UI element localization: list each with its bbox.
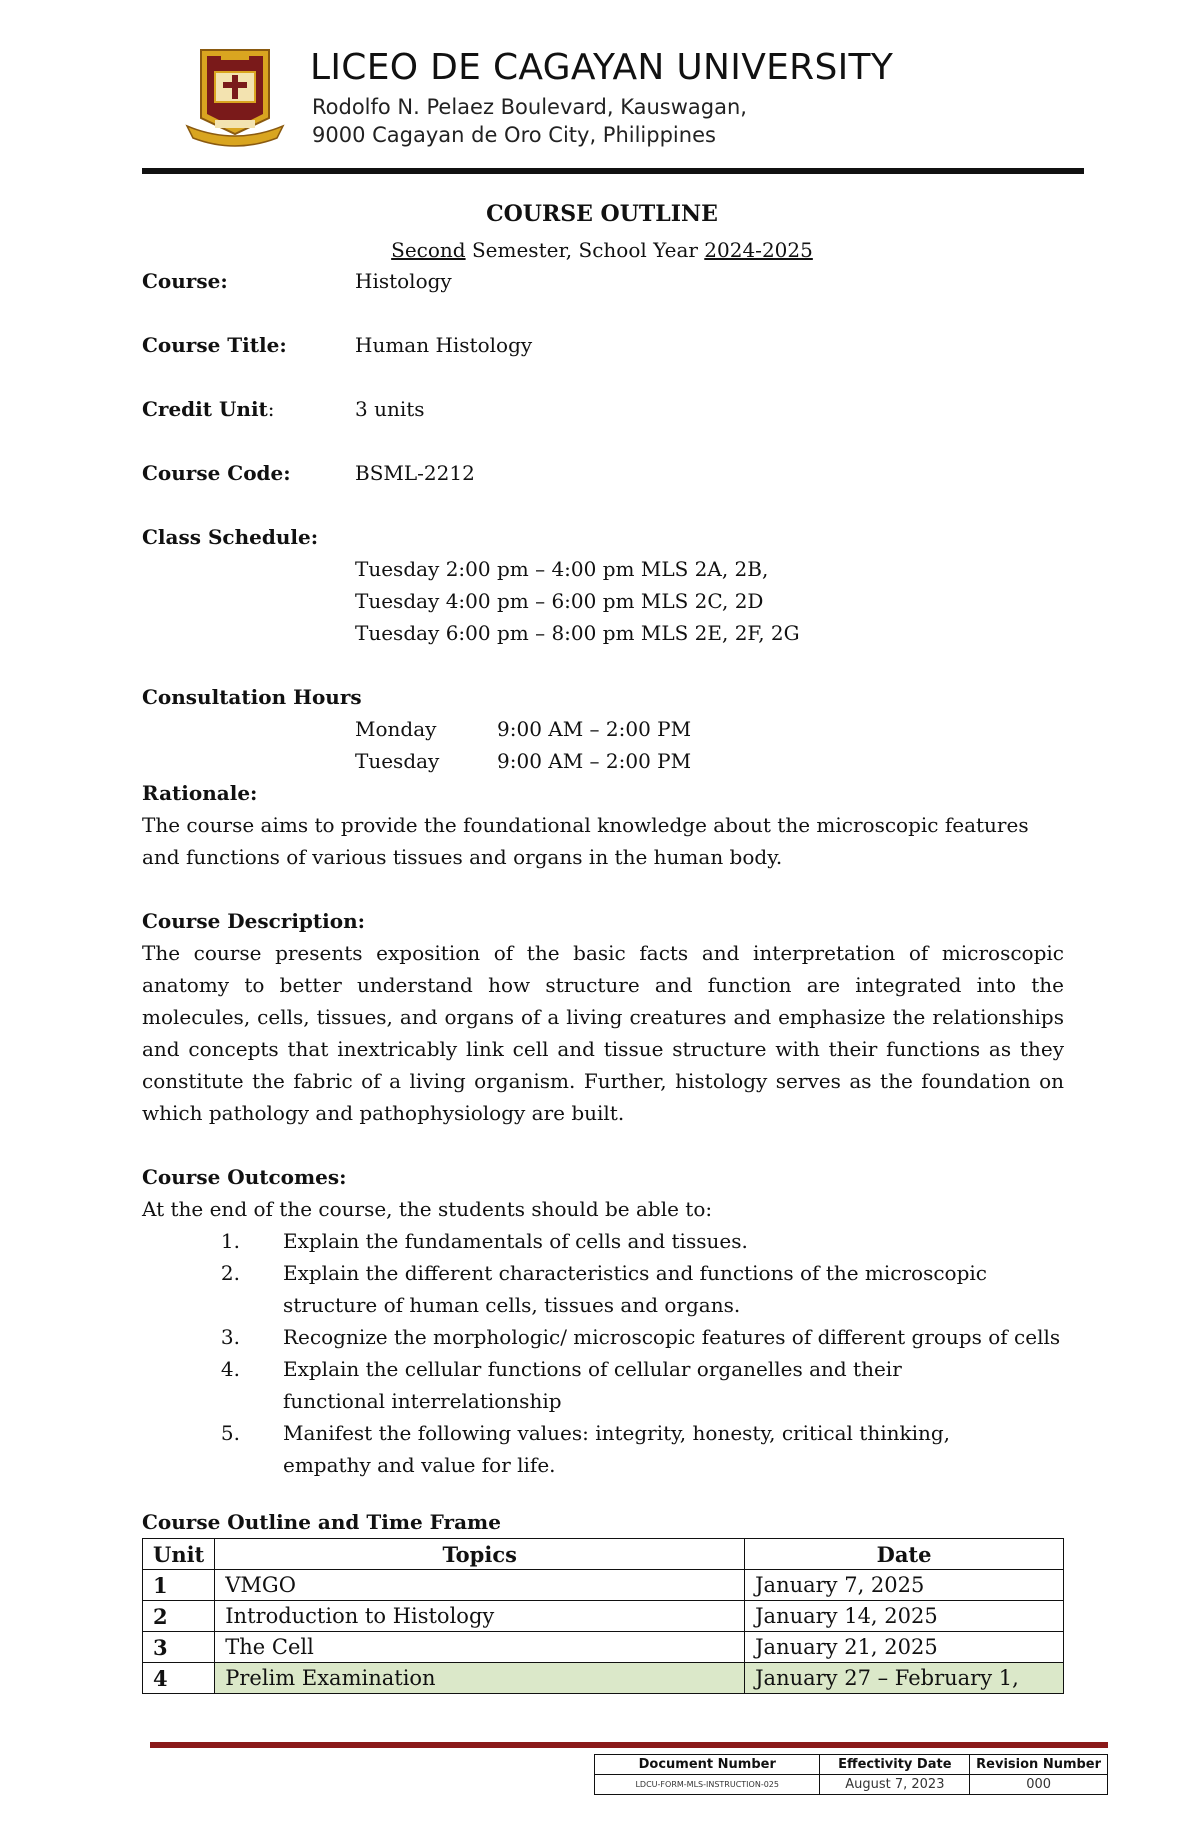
consultation-time: 9:00 AM – 2:00 PM	[497, 717, 692, 741]
document-control-table	[594, 1754, 1108, 1795]
footer-value-row	[595, 1775, 1108, 1795]
table-row	[143, 1632, 1064, 1663]
unit-cell: 1	[143, 1570, 215, 1601]
course-outcomes-label: Course Outcomes:	[142, 1165, 347, 1189]
schedule-row: Tuesday 6:00 pm – 8:00 pm MLS 2E, 2F, 2G	[355, 621, 800, 645]
topic-cell: Introduction to Histology	[215, 1601, 745, 1632]
effectivity-date-header: Effectivity Date	[820, 1755, 970, 1775]
header-divider	[142, 168, 1084, 174]
outcome-number: 5.	[220, 1421, 240, 1445]
topic-cell: Prelim Examination	[215, 1663, 745, 1694]
table-row	[143, 1601, 1064, 1632]
document-number-header: Document Number	[595, 1755, 820, 1775]
header-topics: Topics	[215, 1539, 745, 1570]
topic-cell: The Cell	[215, 1632, 745, 1663]
table-header-row	[143, 1539, 1064, 1570]
outcome-number: 1.	[220, 1229, 240, 1253]
header-unit: Unit	[143, 1539, 215, 1570]
topic-cell: VMGO	[215, 1570, 745, 1601]
unit-cell: 4	[143, 1663, 215, 1694]
course-label: Course:	[142, 269, 228, 293]
course-title-label: Course Title:	[142, 333, 287, 357]
course-code-label: Course Code:	[142, 461, 291, 485]
course-description-text: The course presents exposition of the basic facts and interpretation of microscopic anatomy to better understand how structure and function are integrated into the molecules, cells, tissues, and organs of a living creatures and emphasize the relationships and concepts that inextricably link cell and tissue structure with their functions as they constitute the fabric of a living organism. Further, histology serves as the foundation on which pathology and pathophysiology are built.	[142, 941, 1064, 1125]
course-description-label: Course Description:	[142, 909, 366, 933]
revision-number-value: 000	[970, 1775, 1108, 1795]
schedule-row: Tuesday 2:00 pm – 4:00 pm MLS 2A, 2B,	[355, 557, 769, 581]
revision-number-header: Revision Number	[970, 1755, 1108, 1775]
table-row-highlighted	[143, 1663, 1064, 1694]
outcome-item: Explain the fundamentals of cells and tissues.	[283, 1229, 748, 1253]
schedule-row: Tuesday 4:00 pm – 6:00 pm MLS 2C, 2D	[355, 589, 764, 613]
date-cell: January 27 – February 1,	[745, 1663, 1064, 1694]
header-date: Date	[745, 1539, 1064, 1570]
document-number-value: LDCU-FORM-MLS-INSTRUCTION-025	[595, 1775, 820, 1795]
consultation-day: Tuesday	[355, 749, 440, 773]
document-title: COURSE OUTLINE	[486, 201, 718, 227]
date-cell: January 7, 2025	[745, 1570, 1064, 1601]
course-outline-table	[142, 1538, 1064, 1694]
credit-unit-value: 3 units	[355, 397, 425, 421]
outcome-item: Explain the different characteristics and functions of the microscopic structure of human cells, tissues and organs.	[283, 1261, 987, 1317]
outcomes-intro: At the end of the course, the students should be able to:	[142, 1197, 713, 1221]
table-row	[143, 1570, 1064, 1601]
university-seal-icon	[185, 46, 285, 152]
unit-cell: 3	[143, 1632, 215, 1663]
footer-divider	[150, 1742, 1108, 1748]
consultation-day: Monday	[355, 717, 437, 741]
course-code-value: BSML-2212	[355, 461, 475, 485]
outcome-item: Explain the cellular functions of cellular organelles and their functional interrelationship	[283, 1357, 902, 1413]
course-title-value: Human Histology	[355, 333, 533, 357]
course-value: Histology	[355, 269, 452, 293]
outcome-item: Recognize the morphologic/ microscopic features of different groups of cells	[283, 1325, 1061, 1349]
course-outline-label: Course Outline and Time Frame	[142, 1510, 501, 1534]
date-cell: January 21, 2025	[745, 1632, 1064, 1663]
class-schedule-label: Class Schedule:	[142, 525, 319, 549]
outcome-number: 4.	[220, 1357, 240, 1381]
address-line-1: Rodolfo N. Pelaez Boulevard, Kauswagan,	[312, 95, 747, 119]
rationale-label: Rationale:	[142, 781, 258, 805]
university-name: LICEO DE CAGAYAN UNIVERSITY	[310, 47, 894, 88]
footer-header-row	[595, 1755, 1108, 1775]
outcome-number: 3.	[220, 1325, 240, 1349]
outcome-item: Manifest the following values: integrity, honesty, critical thinking, empathy and value for life.	[283, 1421, 951, 1477]
semester-suffix: Semester, School Year	[465, 238, 705, 262]
address-line-2: 9000 Cagayan de Oro City, Philippines	[312, 123, 716, 147]
school-year: 2024-2025	[704, 238, 813, 262]
semester-line	[142, 234, 1062, 266]
semester-value: Second	[391, 238, 466, 262]
consultation-time: 9:00 AM – 2:00 PM	[497, 749, 692, 773]
date-cell: January 14, 2025	[745, 1601, 1064, 1632]
rationale-text: The course aims to provide the foundational knowledge about the microscopic features and functions of various tissues and organs in the human body.	[142, 813, 1029, 869]
credit-unit-label: Credit Unit	[142, 397, 268, 421]
credit-unit-colon: :	[267, 397, 275, 421]
effectivity-date-value: August 7, 2023	[820, 1775, 970, 1795]
consultation-label: Consultation Hours	[142, 685, 362, 709]
credit-unit-label-wrap	[142, 393, 275, 425]
unit-cell: 2	[143, 1601, 215, 1632]
outcome-number: 2.	[220, 1261, 240, 1285]
